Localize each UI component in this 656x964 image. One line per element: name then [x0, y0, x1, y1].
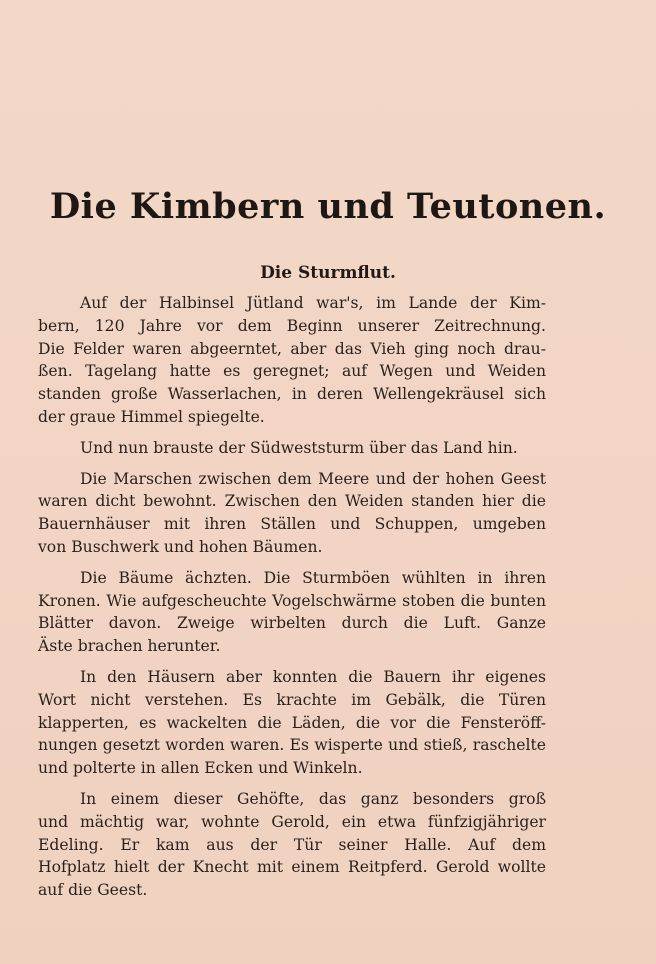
paragraph — [38, 567, 546, 658]
text-line: Blätter davon. Zweige wirbelten durch die Luft. Ganze — [38, 614, 546, 633]
text-line: auf die Geest. — [38, 881, 148, 900]
text-line: Edeling. Er kam aus der Tür seiner Halle. Auf dem — [38, 835, 546, 854]
text-line: der graue Himmel spiegelte. — [38, 407, 265, 426]
paragraph — [38, 468, 546, 559]
text-line: und mächtig war, wohnte Gerold, ein etwa fünfzigjähriger — [38, 812, 546, 831]
text-line: und polterte in allen Ecken und Winkeln. — [38, 759, 363, 778]
body-text — [38, 292, 546, 910]
text-line: In den Häusern aber konnten die Bauern ihr eigenes — [80, 667, 546, 686]
text-line: bern, 120 Jahre vor dem Beginn unserer Zeitrechnung. — [38, 316, 546, 335]
text-line: Die Felder waren abgeerntet, aber das Vieh ging noch drau- — [38, 339, 546, 358]
chapter-subtitle: Die Sturmflut. — [260, 263, 396, 283]
text-line: Äste brachen herunter. — [38, 637, 221, 656]
paragraph — [38, 292, 546, 429]
text-line: Hofplatz hielt der Knecht mit einem Reitpferd. Gerold wollte — [38, 858, 546, 877]
text-line: Und nun brauste der Südweststurm über das Land hin. — [80, 438, 518, 457]
chapter-title: Die Kimbern und Teutonen. — [49, 186, 607, 227]
text-line: Bauernhäuser mit ihren Ställen und Schuppen, umgeben — [38, 515, 546, 534]
paragraph — [38, 666, 546, 780]
text-line: Kronen. Wie aufgescheuchte Vogelschwärme stoben die bunten — [38, 591, 546, 610]
text-line: standen große Wasserlachen, in deren Wellengekräusel sich — [38, 385, 546, 404]
text-line: Die Bäume ächzten. Die Sturmböen wühlten in ihren — [80, 568, 546, 587]
text-line: waren dicht bewohnt. Zwischen den Weiden standen hier die — [38, 492, 546, 511]
paragraph — [38, 788, 546, 902]
text-line: Die Marschen zwischen dem Meere und der hohen Geest — [80, 469, 546, 488]
text-line: von Buschwerk und hohen Bäumen. — [38, 537, 323, 556]
paragraph — [38, 437, 546, 460]
text-line: klapperten, es wackelten die Läden, die vor die Fensteröff- — [38, 713, 546, 732]
text-line: Auf der Halbinsel Jütland war's, im Lande der Kim- — [80, 294, 546, 312]
text-line: Wort nicht verstehen. Es krachte im Gebälk, die Türen — [38, 690, 546, 709]
text-line: In einem dieser Gehöfte, das ganz besonders groß — [80, 789, 546, 808]
text-line: ßen. Tagelang hatte es geregnet; auf Wegen und Weiden — [38, 362, 546, 381]
text-line: nungen gesetzt worden waren. Es wisperte und stieß, raschelte — [38, 736, 546, 755]
